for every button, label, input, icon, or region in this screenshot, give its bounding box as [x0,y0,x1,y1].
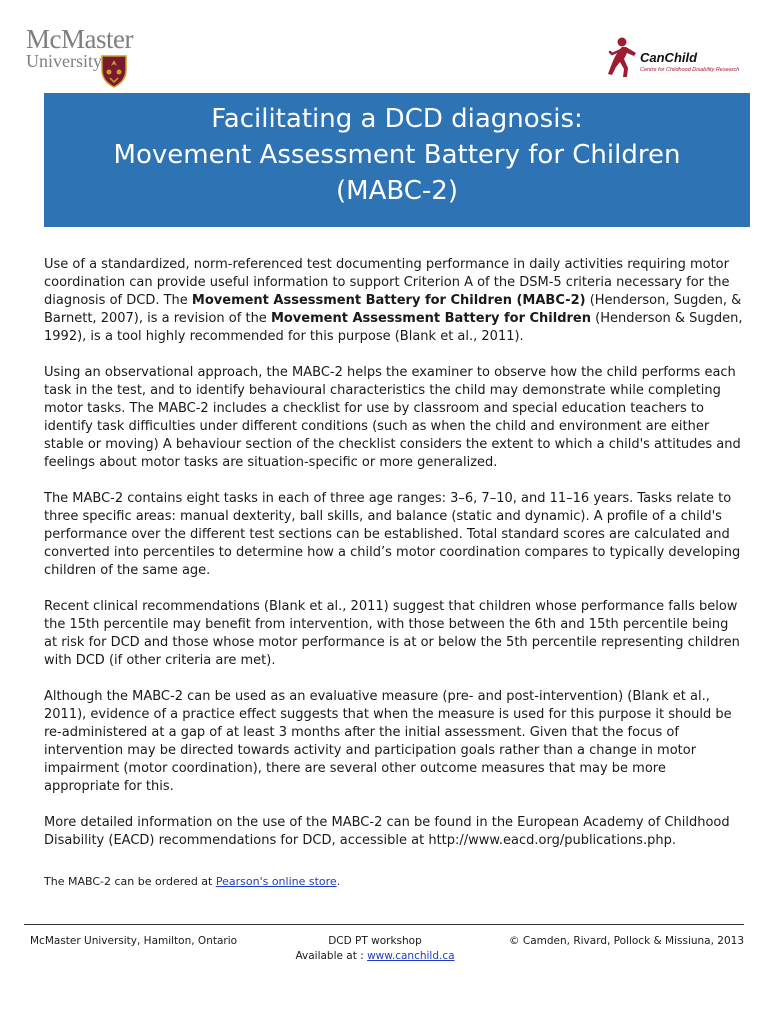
mcmaster-logo [24,24,134,88]
paragraph-intro [44,256,744,346]
canchild-name: CanChild [640,50,698,65]
footer-workshop: DCD PT workshop [328,935,422,947]
title-line-2: Movement Assessment Battery for Children [113,140,681,170]
intro-text-a: Use of a standardized, norm-referenced test documenting performance in daily activities requiring motor coordination can provide useful information to support Criterion A of the DSM-5 criteria necessary for the diagnosis of DCD. The [44,257,730,308]
intro-bold-mabc2: Movement Assessment Battery for Children (MABC-2) [191,293,586,308]
canchild-tagline: Centre for Childhood Disability Research [640,67,740,73]
title-banner [44,93,750,227]
order-note-suffix: . [336,875,341,888]
order-note [44,874,744,890]
canchild-logo [600,36,750,80]
intro-text-c: (Henderson, Sugden, & Barnett, 2007), is a revision of the [44,293,742,326]
footer-divider [24,924,744,925]
footer-copyright: © Camden, Rivard, Pollock & Missiuna, 2013 [509,935,744,947]
pearson-store-link[interactable]: Pearson's online store [215,875,337,888]
intro-bold-mabc: Movement Assessment Battery for Children [270,311,591,326]
footer-left: McMaster University, Hamilton, Ontario [30,935,238,947]
canchild-website-link[interactable]: www.canchild.ca [367,950,455,962]
mcmaster-logo-line1: McMaster [26,24,133,54]
paragraph-recommendations: Recent clinical recommendations (Blank et al., 2011) suggest that children whose performance falls below the 15th percentile may benefit from intervention, with those between the 6th and 15th percentile being at risk for DCD and those whose motor performance is at or below the 5th percentile representing children with DCD (if other criteria are met). [44,599,740,668]
intro-text-d: (Henderson & Sugden, 1992), is a tool highly recommended for this purpose (Blank et al., 2011). [44,311,743,344]
paragraph-tasks: The MABC-2 contains eight tasks in each of three age ranges: 3–6, 7–10, and 11–16 years. Tasks relate to three specific areas: manual dexterity, ball skills, and balance (static and dynamic). A profile of a child's performance over the different test sections can be established. Total standard scores are calculated and converted into percentiles to determine how a child’s motor coordination compares to typically developing children of the same age. [44,491,741,578]
body-text [44,256,744,868]
footer-center [250,934,500,964]
paragraph-more-info: More detailed information on the use of the MABC-2 can be found in the European Academy of Childhood Disability (EACD) recommendations for DCD, accessible at http://www.eacd.org/publications.php. [44,815,730,848]
paragraph-observational: Using an observational approach, the MABC-2 helps the examiner to observe how the child performs each task in the test, and to identify behavioural characteristics the child may demonstrate while completing motor tasks. The MABC-2 includes a checklist for use by classroom and special education teachers to identify task difficulties under different conditions (such as when the child and environment are either stable or moving) A behaviour section of the checklist considers the extent to which a child's attitudes and feelings about motor tasks are situation-specific or more generalized. [44,365,741,470]
crest-icon [100,54,128,88]
title-line-3: (MABC-2) [336,176,458,206]
footer-available-prefix: Available at : [295,950,368,962]
mcmaster-logo-line2: University [26,51,102,71]
paragraph-evaluative: Although the MABC-2 can be used as an evaluative measure (pre- and post-intervention) (Blank et al., 2011), evidence of a practice effect suggests that when the measure is used for this purpose it should be re-administered at a gap of at least 3 months after the initial assessment. Given that the focus of intervention may be directed towards activity and participation goals rather than a change in motor impairment (motor coordination), there are several other outcome measures that may be more appropriate for this. [44,689,732,794]
running-child-icon [602,36,644,78]
order-note-prefix: The MABC-2 can be ordered at [44,875,216,888]
title-line-1: Facilitating a DCD diagnosis: [211,104,583,134]
footer-available [250,949,500,964]
